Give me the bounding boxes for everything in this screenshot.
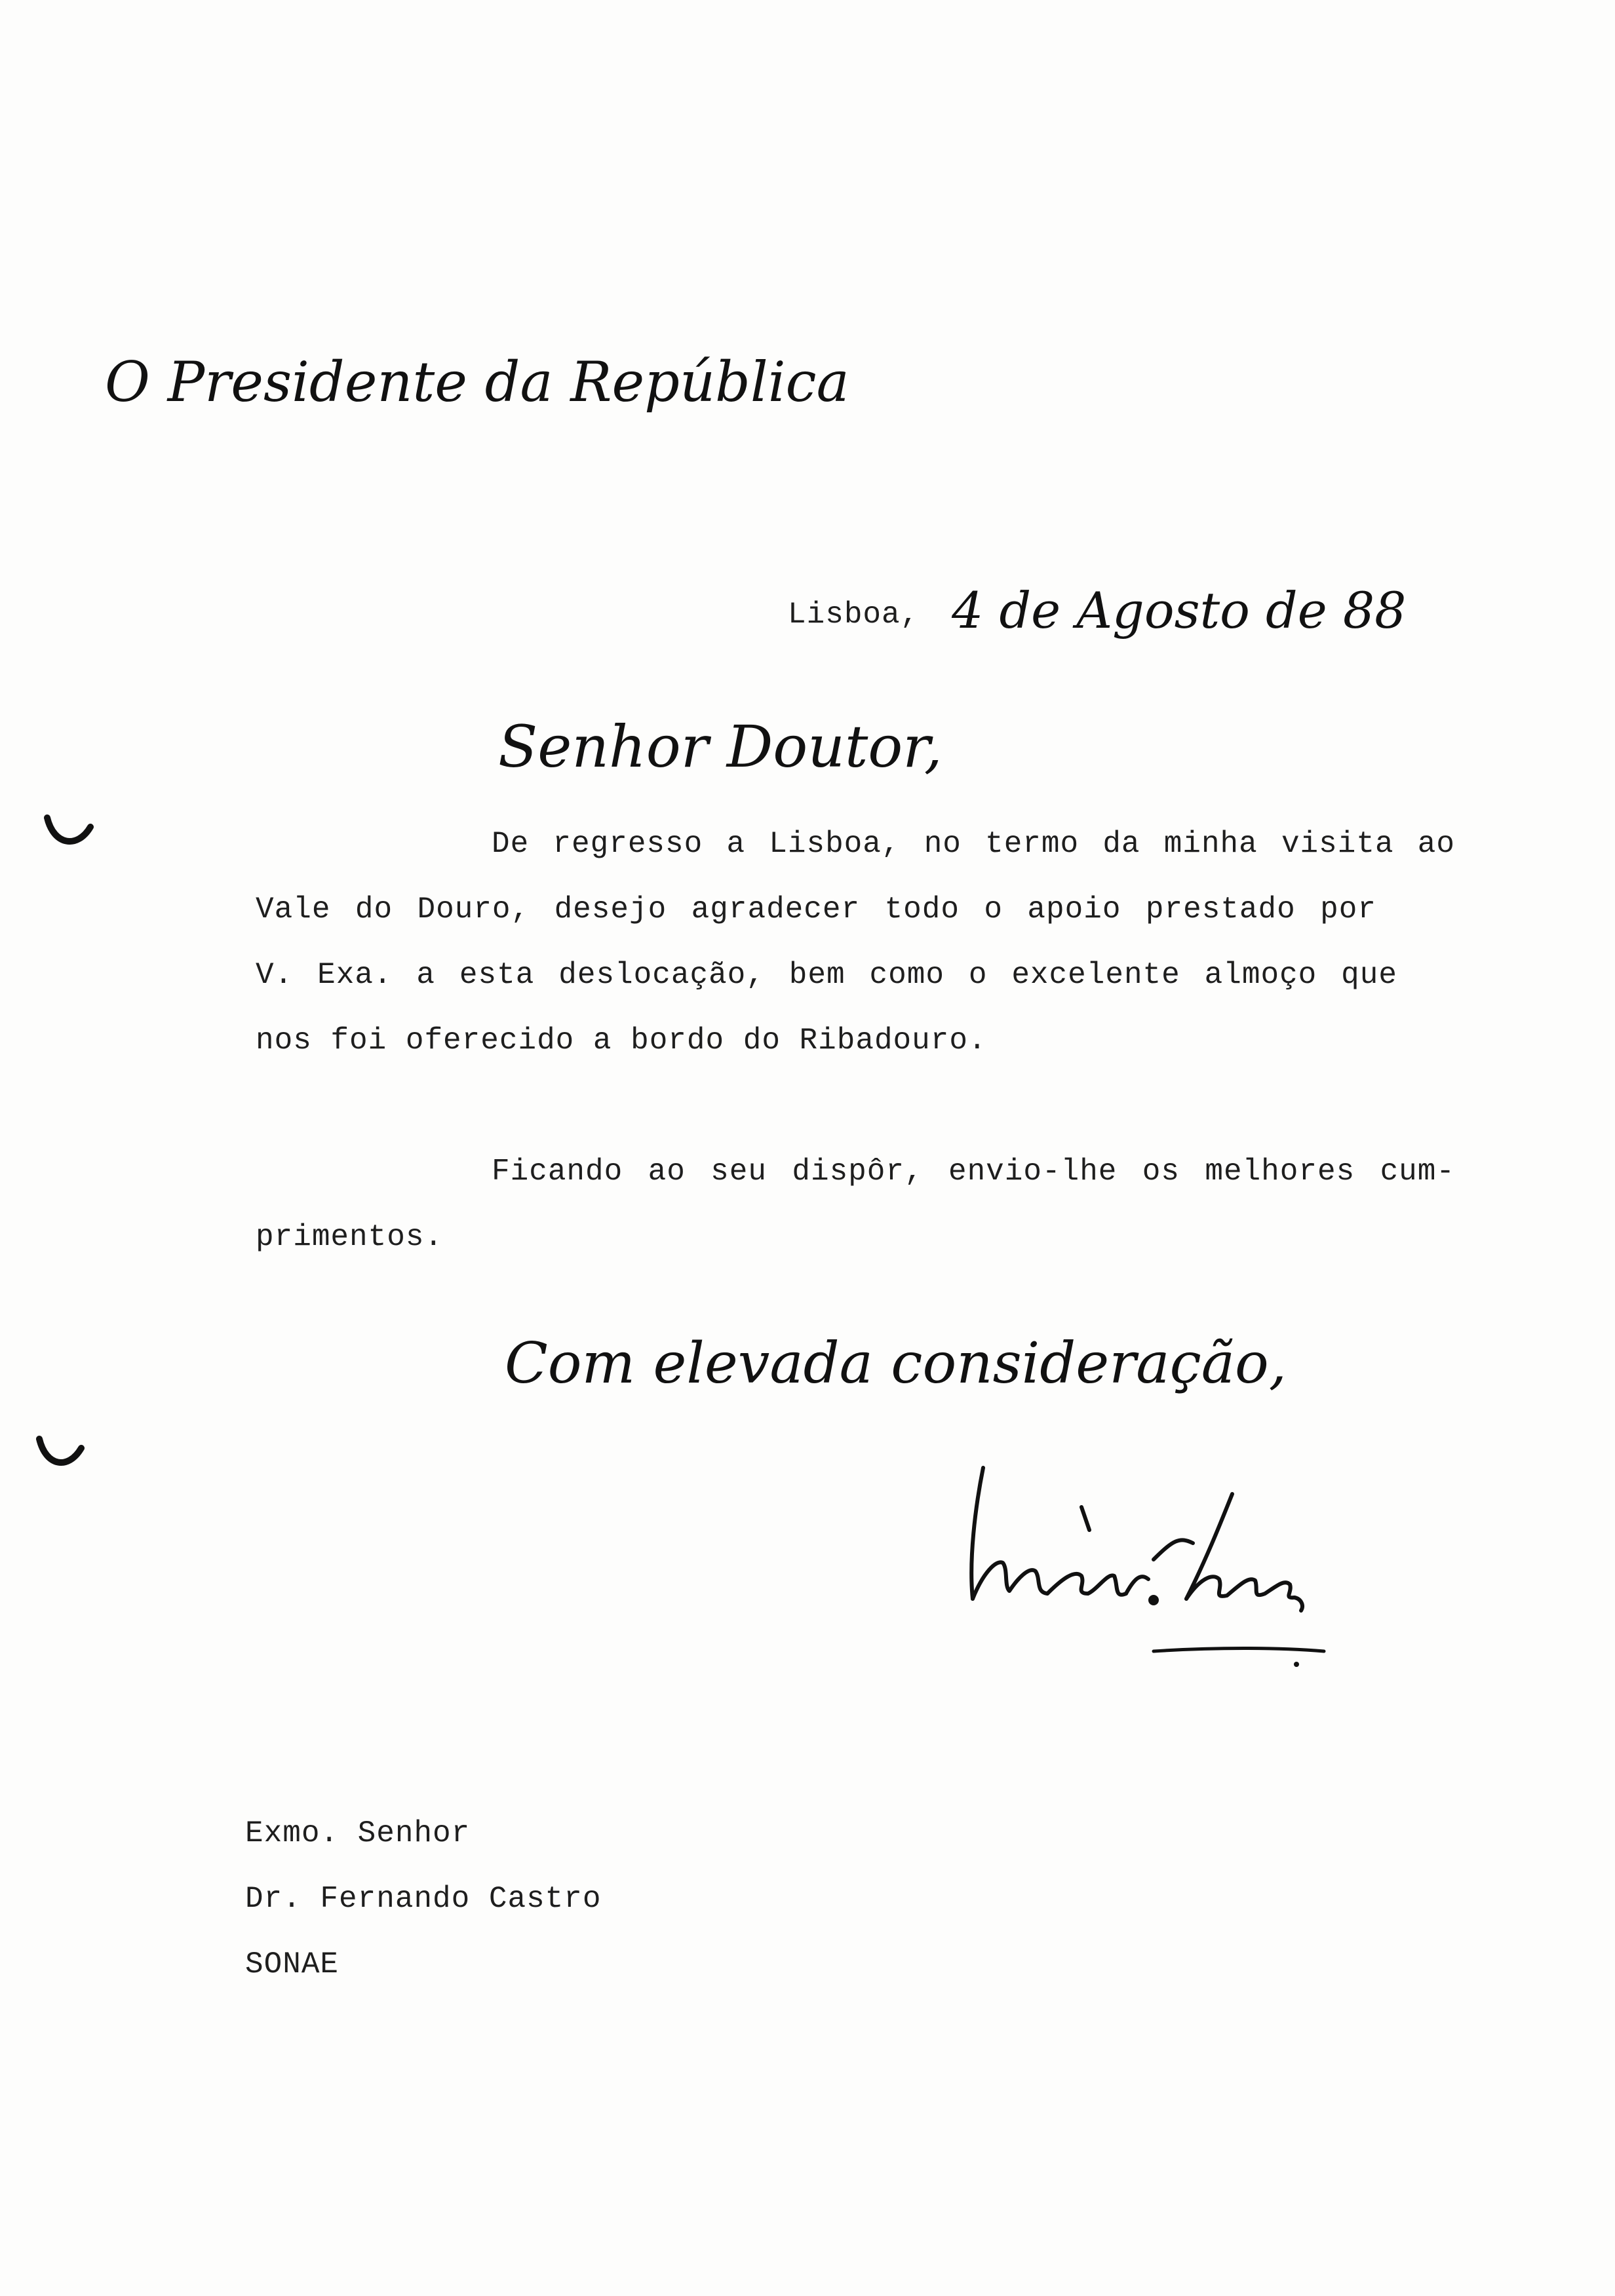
addressee-line-3: SONAE	[245, 1947, 340, 1981]
handwritten-closing: Com elevada consideração,	[505, 1331, 1287, 1396]
addressee-line-1: Exmo. Senhor	[245, 1816, 471, 1850]
body-line: V. Exa. a esta deslocação, bem como o excelente almoço que	[256, 958, 1397, 992]
handwritten-salutation: Senhor Doutor,	[498, 713, 943, 780]
addressee-line-2: Dr. Fernando Castro	[245, 1882, 602, 1916]
body-line: nos foi oferecido a bordo do Ribadouro.	[256, 1024, 987, 1058]
body-line: primentos.	[256, 1220, 444, 1254]
body-line: De regresso a Lisboa, no termo da minha visita ao	[492, 827, 1455, 861]
letterhead-title: O Presidente da República	[105, 350, 849, 414]
body-line: Vale do Douro, desejo agradecer todo o apoio prestado por	[256, 892, 1376, 927]
date-location-typed: Lisboa,	[788, 598, 920, 632]
body-line: Ficando ao seu dispôr, envio-lhe os melhores cum-	[492, 1155, 1455, 1189]
handwritten-date: 4 de Agosto de 88	[952, 581, 1407, 640]
